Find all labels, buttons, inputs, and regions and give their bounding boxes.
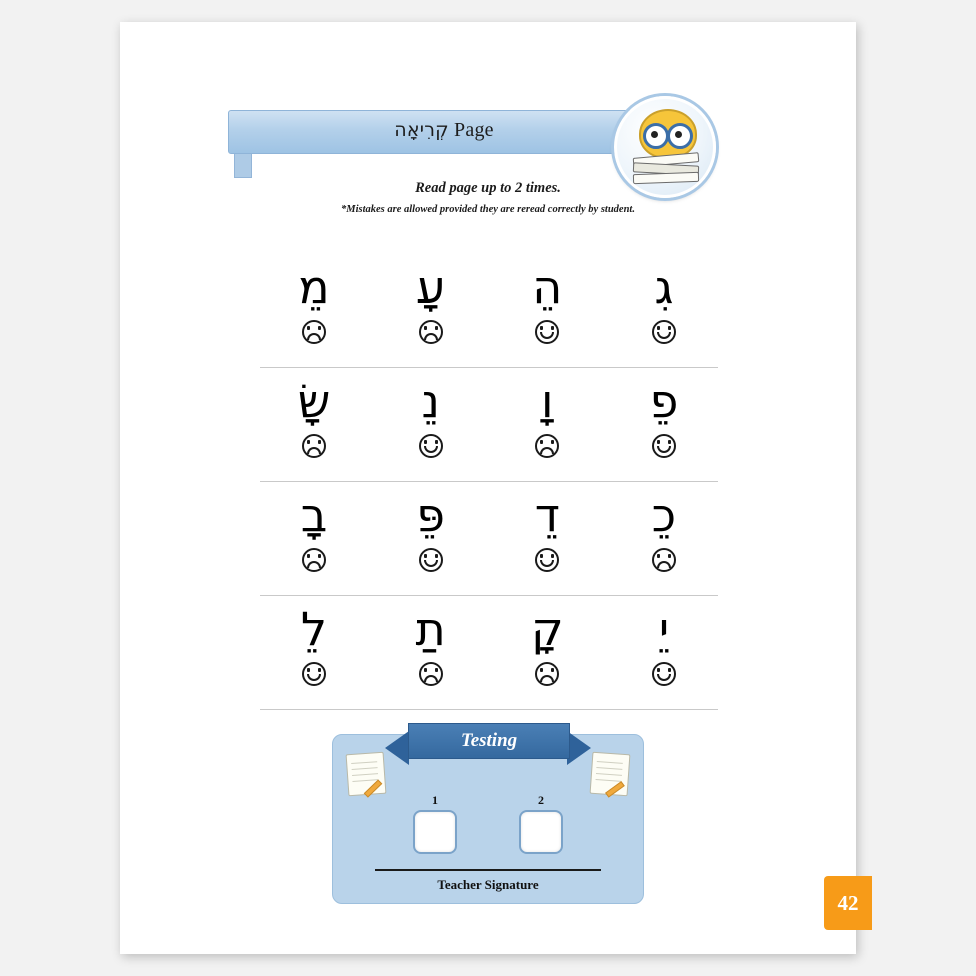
worksheet-page xyxy=(120,22,859,954)
hebrew-letter: תַ xyxy=(415,602,446,656)
hebrew-letter: בָ xyxy=(300,488,328,542)
happy-face-icon[interactable] xyxy=(419,548,443,572)
attempt-1-number: 1 xyxy=(432,793,438,807)
letter-cell[interactable] xyxy=(493,482,601,572)
ribbon-tail-right-decor xyxy=(567,731,591,765)
letter-cell[interactable] xyxy=(377,254,485,344)
sad-face-icon[interactable] xyxy=(302,434,326,458)
letter-cell[interactable] xyxy=(260,254,368,344)
hebrew-letter: קָ xyxy=(530,602,564,656)
instruction-secondary: *Mistakes are allowed provided they are reread correctly by student. xyxy=(341,204,635,215)
hebrew-letter: כֵ xyxy=(651,488,677,542)
sad-face-icon[interactable] xyxy=(302,320,326,344)
letter-cell[interactable] xyxy=(493,254,601,344)
page-title xyxy=(229,119,659,142)
header-ribbon xyxy=(228,110,660,154)
happy-face-icon[interactable] xyxy=(535,320,559,344)
letter-row xyxy=(260,596,718,710)
instruction-primary: Read page up to 2 times. xyxy=(415,180,561,196)
letter-cell[interactable] xyxy=(260,368,368,458)
ribbon-tail-left-decor xyxy=(385,731,409,765)
letter-row xyxy=(260,254,718,368)
testing-title: Testing xyxy=(460,730,518,751)
happy-face-icon[interactable] xyxy=(652,662,676,686)
sad-face-icon[interactable] xyxy=(419,662,443,686)
attempt-2-checkbox[interactable] xyxy=(519,810,563,854)
letter-cell[interactable] xyxy=(610,596,718,686)
hebrew-letter: שָׂ xyxy=(297,374,331,428)
testing-checkbox-group xyxy=(333,793,643,854)
hebrew-letter: עָ xyxy=(416,260,446,314)
letter-cell[interactable] xyxy=(493,368,601,458)
hebrew-letter: וָ xyxy=(541,374,554,428)
hebrew-letter: יֵ xyxy=(658,602,670,656)
testing-attempt-1 xyxy=(413,793,457,854)
sad-face-icon[interactable] xyxy=(302,548,326,572)
letter-cell[interactable] xyxy=(610,254,718,344)
happy-face-icon[interactable] xyxy=(652,320,676,344)
letter-cell[interactable] xyxy=(610,482,718,572)
hebrew-letter: פֵ xyxy=(649,374,679,428)
letter-row xyxy=(260,482,718,596)
testing-ribbon xyxy=(408,723,570,759)
attempt-2-number: 2 xyxy=(538,793,544,807)
letter-row xyxy=(260,368,718,482)
sad-face-icon[interactable] xyxy=(652,548,676,572)
hebrew-letter: גִ xyxy=(654,260,674,314)
letter-cell[interactable] xyxy=(260,596,368,686)
letter-cell[interactable] xyxy=(493,596,601,686)
header-banner xyxy=(120,96,856,176)
hebrew-letter: הֵ xyxy=(532,260,563,314)
testing-attempt-2 xyxy=(519,793,563,854)
letter-cell[interactable] xyxy=(610,368,718,458)
signature-line[interactable] xyxy=(375,869,601,871)
hebrew-letter: נֵ xyxy=(421,374,440,428)
sad-face-icon[interactable] xyxy=(419,320,443,344)
page-title-english: Page xyxy=(454,119,494,141)
letter-cell[interactable] xyxy=(377,482,485,572)
sad-face-icon[interactable] xyxy=(535,662,559,686)
hebrew-letter: פֵּ xyxy=(416,488,446,542)
sad-face-icon[interactable] xyxy=(535,434,559,458)
happy-face-icon[interactable] xyxy=(535,548,559,572)
happy-face-icon[interactable] xyxy=(652,434,676,458)
testing-panel xyxy=(332,730,644,904)
notepad-pencil-icon-right xyxy=(590,752,631,797)
hebrew-letter: לֵ xyxy=(300,602,328,656)
happy-face-icon[interactable] xyxy=(419,434,443,458)
attempt-1-checkbox[interactable] xyxy=(413,810,457,854)
signature-label: Teacher Signature xyxy=(437,877,539,892)
letter-grid xyxy=(260,254,718,710)
page-number-tab: 42 xyxy=(824,876,872,930)
letter-cell[interactable] xyxy=(377,368,485,458)
letter-cell[interactable] xyxy=(377,596,485,686)
hebrew-letter: מֵ xyxy=(298,260,330,314)
happy-face-icon[interactable] xyxy=(302,662,326,686)
notepad-pencil-icon-left xyxy=(346,752,387,797)
page-title-hebrew: קְרִיאָה xyxy=(394,119,449,141)
hebrew-letter: דֵ xyxy=(534,488,560,542)
letter-cell[interactable] xyxy=(260,482,368,572)
